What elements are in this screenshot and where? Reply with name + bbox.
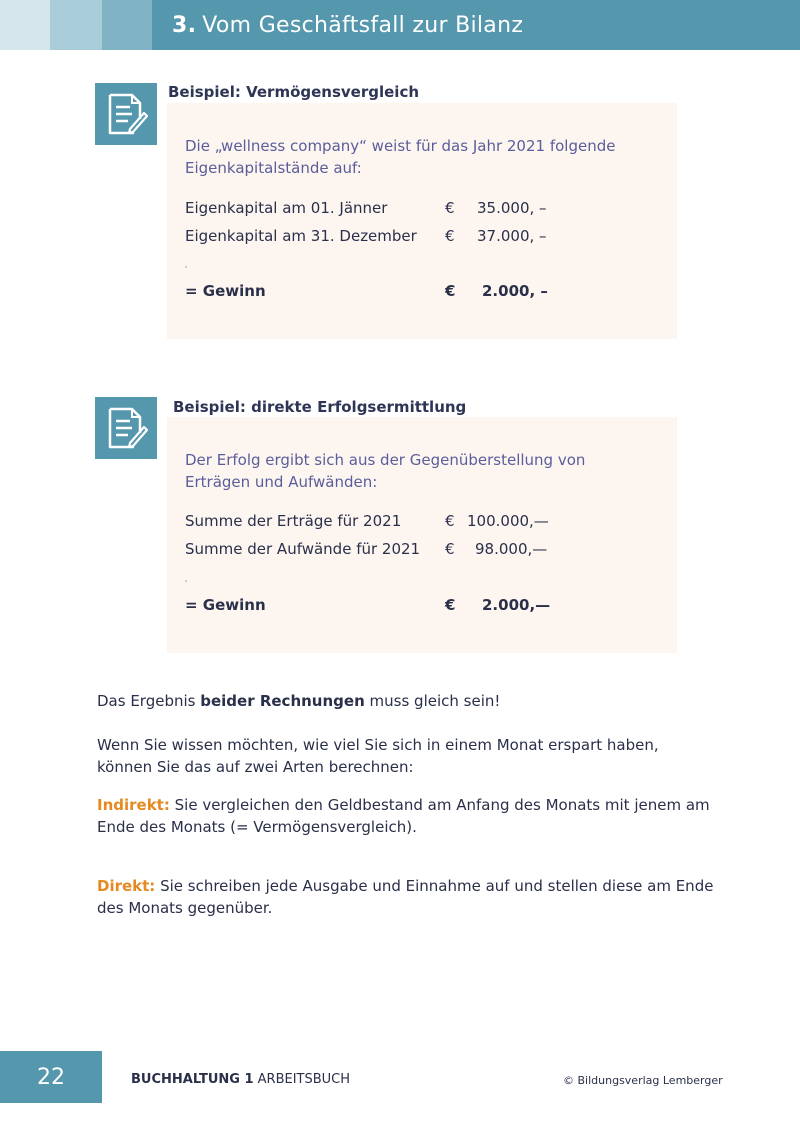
row-amount: 37.000, – [477,227,547,245]
row-label: Eigenkapital am 31. Dezember [185,227,417,245]
document-edit-icon [95,397,157,459]
page-number: 22 [0,1051,102,1103]
row-currency: € [445,199,455,217]
result-currency: € [445,596,456,614]
calc-row [185,540,585,560]
label-direct: Direkt: [97,877,156,895]
chapter-title [172,0,523,50]
example-intro: Der Erfolg ergibt sich aus der Gegenüberstellung von Erträgen und Aufwänden: [185,451,586,491]
example-intro: Die „wellness company“ weist für das Jahr 2021 folgende Eigenkapitalstände auf: [185,137,616,177]
chapter-number: 3. [172,13,197,38]
page-header [0,0,800,50]
paragraph-result [97,690,717,712]
result-amount: 2.000, – [482,282,548,300]
result-row [185,596,585,616]
text-run: Das Ergebnis [97,692,201,710]
chapter-title-text: Vom Geschäftsfall zur Bilanz [202,13,524,38]
label-indirect: Indirekt: [97,796,170,814]
header-stripe [50,0,102,50]
header-stripe [0,0,50,50]
example-heading: Beispiel: Vermögensvergleich [168,83,420,101]
book-title-rest: ARBEITSBUCH [253,1072,351,1087]
result-amount: 2.000,— [482,596,551,614]
text-run: Sie schreiben jede Ausgabe und Einnahme auf und stellen diese am Ende des Monats gegenüber. [97,877,714,917]
row-amount: 98.000,— [475,540,548,558]
book-title [131,1072,350,1087]
calc-row [185,512,585,532]
row-currency: € [445,512,455,530]
row-amount: 100.000,— [467,512,549,530]
result-row [185,282,585,302]
copyright: © Bildungsverlag Lemberger [563,1074,723,1087]
paragraph-intro: Wenn Sie wissen möchten, wie viel Sie sich in einem Monat erspart haben, können Sie das auf zwei Arten berechnen: [97,736,659,776]
text-run: Sie vergleichen den Geldbestand am Anfang des Monats mit jenem am Ende des Monats (= Vermögensvergleich). [97,796,710,836]
book-title-bold: BUCHHALTUNG 1 [131,1072,254,1087]
result-label: = Gewinn [185,596,266,614]
document-edit-icon [95,83,157,145]
divider-dot [185,266,187,268]
row-label: Eigenkapital am 01. Jänner [185,199,388,217]
row-currency: € [445,227,455,245]
calc-row [185,199,585,219]
row-amount: 35.000, – [477,199,547,217]
calc-row [185,227,585,247]
row-label: Summe der Erträge für 2021 [185,512,402,530]
text-run: muss gleich sein! [364,692,501,710]
header-stripe [102,0,152,50]
paragraph-direct [97,875,717,919]
result-label: = Gewinn [185,282,266,300]
text-bold: beider Rechnungen [200,692,365,710]
row-label: Summe der Aufwände für 2021 [185,540,421,558]
result-currency: € [445,282,456,300]
paragraph-indirect [97,794,717,838]
example-heading: Beispiel: direkte Erfolgsermittlung [173,398,467,416]
divider-dot [185,580,187,582]
row-currency: € [445,540,455,558]
